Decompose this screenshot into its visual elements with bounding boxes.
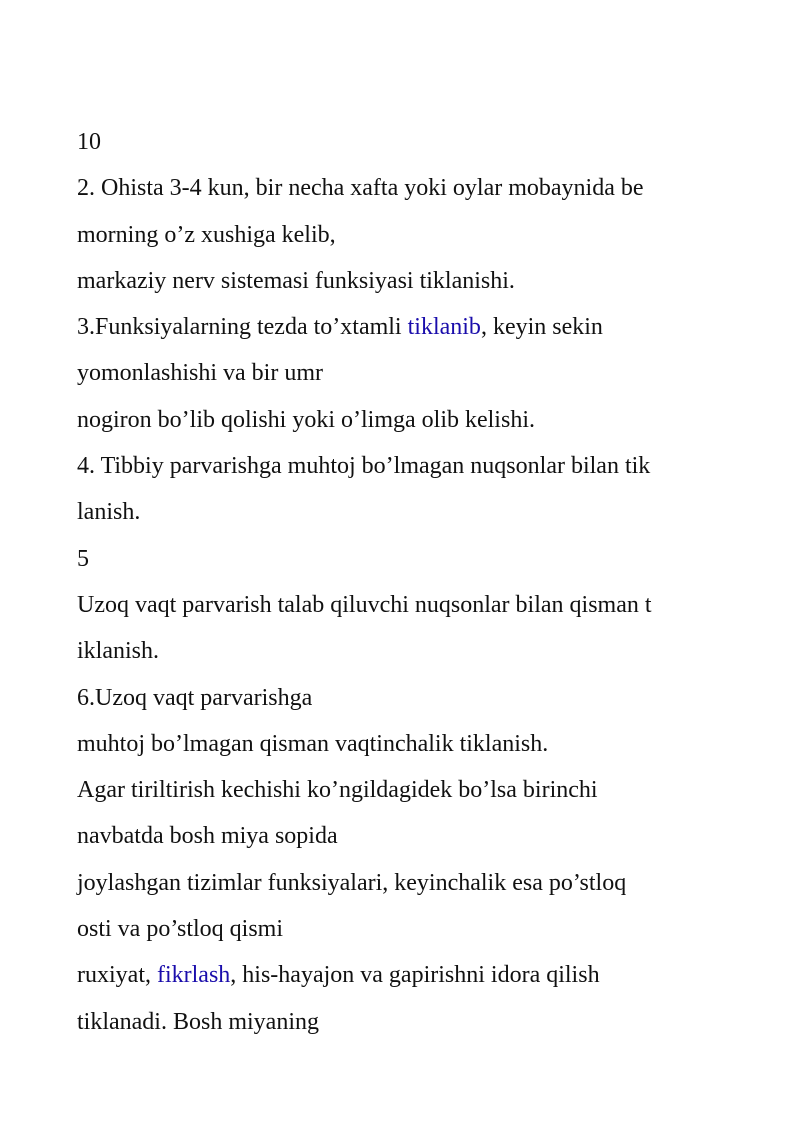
document-text xyxy=(77,119,737,1045)
link-fikrlash[interactable]: fikrlash xyxy=(156,962,231,989)
text-line xyxy=(77,304,737,350)
text-line xyxy=(77,952,737,998)
text-line: lanish. xyxy=(77,499,141,526)
text-line: muhtoj bo’lmagan qisman vaqtinchalik tiklanish. xyxy=(77,730,549,757)
text-line: navbatda bosh miya sopida xyxy=(77,823,338,850)
link-tiklanib[interactable]: tiklanib xyxy=(407,314,481,341)
text-line: markaziy nerv sistemasi funksiyasi tiklanishi. xyxy=(77,267,515,294)
text-line: 5 xyxy=(77,545,89,572)
text-line: iklanish. xyxy=(77,638,159,665)
text-segment: ruxiyat, xyxy=(77,962,157,989)
text-line: Agar tiriltirish kechishi ko’ngildagidek bo’lsa birinchi xyxy=(77,777,598,804)
text-segment: 3.Funksiyalarning tezda to’xtamli xyxy=(77,314,408,341)
text-line: nogiron bo’lib qolishi yoki o’limga olib kelishi. xyxy=(77,406,535,433)
text-segment: , keyin sekin xyxy=(480,314,603,341)
text-line: yomonlashishi va bir umr xyxy=(77,360,323,387)
text-line: joylashgan tizimlar funksiyalari, keyinchalik esa po’stloq xyxy=(77,869,627,896)
text-line: 4. Tibbiy parvarishga muhtoj bo’lmagan nuqsonlar bilan tik xyxy=(77,453,651,480)
page-number: 10 xyxy=(77,129,101,155)
text-line: osti va po’stloq qismi xyxy=(77,916,284,943)
text-line: tiklanadi. Bosh miyaning xyxy=(77,1008,319,1035)
text-line: Uzoq vaqt parvarish talab qiluvchi nuqsonlar bilan qisman t xyxy=(77,591,652,618)
text-line: morning o’z xushiga kelib, xyxy=(77,221,336,248)
text-line: 2. Ohista 3-4 kun, bir necha xafta yoki oylar mobaynida be xyxy=(77,175,644,202)
text-line: 6.Uzoq vaqt parvarishga xyxy=(77,684,313,711)
text-segment: , his-hayajon va gapirishni idora qilish xyxy=(230,962,600,989)
